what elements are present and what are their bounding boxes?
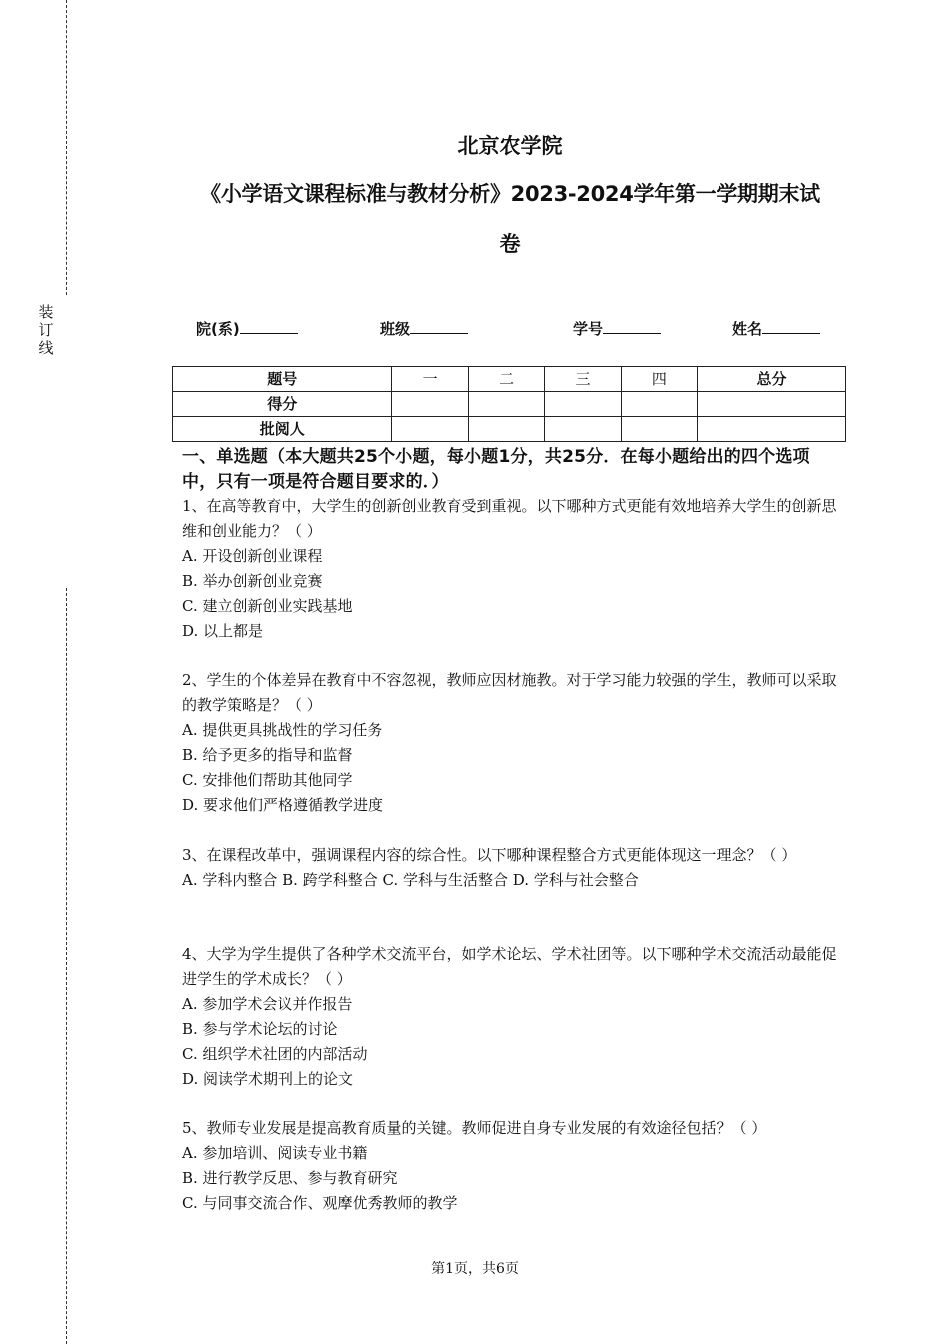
grader-cell[interactable] — [392, 417, 468, 442]
grader-cell[interactable] — [621, 417, 697, 442]
binding-line-top — [66, 0, 67, 295]
dept-field[interactable] — [196, 318, 298, 339]
score-table — [172, 366, 846, 442]
option[interactable]: A. 学科内整合 B. 跨学科整合 C. 学科与生活整合 D. 学科与社会整合 — [182, 871, 639, 889]
student-id-blank[interactable] — [603, 319, 661, 334]
student-id-field[interactable] — [573, 318, 661, 339]
question-3 — [182, 843, 842, 893]
option[interactable]: B. 举办创新创业竞赛 — [182, 572, 323, 590]
question-4 — [182, 942, 842, 1092]
question-stem: 2、学生的个体差异在教育中不容忽视，教师应因材施教。对于学习能力较强的学生，教师可以采取的教学策略是？（ ） — [182, 671, 837, 714]
binding-label — [38, 303, 54, 357]
question-1 — [182, 494, 842, 644]
question-stem: 4、大学为学生提供了各种学术交流平台，如学术论坛、学术社团等。以下哪种学术交流活动最能促进学生的学术成长？（ ） — [182, 945, 837, 988]
school-name: 北京农学院 — [457, 134, 563, 158]
dept-blank[interactable] — [240, 319, 298, 334]
header-cell: 三 — [545, 367, 621, 392]
header-cell: 题号 — [173, 367, 392, 392]
option[interactable]: A. 提供更具挑战性的学习任务 — [182, 721, 383, 739]
question-2 — [182, 668, 842, 818]
option[interactable]: A. 开设创新创业课程 — [182, 547, 323, 565]
option[interactable]: C. 建立创新创业实践基地 — [182, 597, 353, 615]
class-field[interactable] — [380, 318, 468, 339]
row-label: 得分 — [173, 392, 392, 417]
class-blank[interactable] — [410, 319, 468, 334]
header-cell: 一 — [392, 367, 468, 392]
question-5 — [182, 1116, 842, 1216]
question-stem: 5、教师专业发展是提高教育质量的关键。教师促进自身专业发展的有效途径包括？（ ） — [182, 1119, 767, 1137]
row-label: 批阅人 — [173, 417, 392, 442]
header-cell: 总分 — [698, 367, 846, 392]
grader-row — [173, 417, 846, 442]
section-heading: 一、单选题（本大题共25个小题，每小题1分，共25分．在每小题给出的四个选项中，只有一项是符合题目要求的．） — [182, 447, 810, 492]
question-stem: 1、在高等教育中，大学生的创新创业教育受到重视。以下哪种方式更能有效地培养大学生的创新思维和创业能力？（ ） — [182, 497, 837, 540]
binding-char: 装 — [38, 303, 54, 321]
option[interactable]: B. 参与学术论坛的讨论 — [182, 1020, 338, 1038]
student-id-label: 学号 — [573, 320, 604, 338]
score-table-header-row — [173, 367, 846, 392]
question-stem: 3、在课程改革中，强调课程内容的综合性。以下哪种课程整合方式更能体现这一理念？（ ） — [182, 846, 797, 864]
option[interactable]: D. 以上都是 — [182, 622, 264, 640]
dept-label: 院(系) — [196, 320, 240, 338]
score-cell[interactable] — [698, 392, 846, 417]
score-cell[interactable] — [545, 392, 621, 417]
class-label: 班级 — [380, 320, 411, 338]
option[interactable]: B. 进行教学反思、参与教育研究 — [182, 1169, 398, 1187]
binding-char: 订 — [38, 321, 54, 339]
option[interactable]: B. 给予更多的指导和监督 — [182, 746, 353, 764]
grader-cell[interactable] — [698, 417, 846, 442]
grader-cell[interactable] — [545, 417, 621, 442]
name-label: 姓名 — [732, 320, 763, 338]
score-row — [173, 392, 846, 417]
option[interactable]: A. 参加培训、阅读专业书籍 — [182, 1144, 368, 1162]
name-blank[interactable] — [762, 319, 820, 334]
option[interactable]: C. 安排他们帮助其他同学 — [182, 771, 353, 789]
exam-title-line2: 卷 — [499, 232, 521, 256]
score-cell[interactable] — [621, 392, 697, 417]
option[interactable]: A. 参加学术会议并作报告 — [182, 995, 353, 1013]
grader-cell[interactable] — [468, 417, 544, 442]
score-cell[interactable] — [392, 392, 468, 417]
option[interactable]: C. 组织学术社团的内部活动 — [182, 1045, 368, 1063]
option[interactable]: C. 与同事交流合作、观摩优秀教师的教学 — [182, 1194, 458, 1212]
page-number: 第1页，共6页 — [431, 1261, 519, 1277]
option[interactable]: D. 要求他们严格遵循教学进度 — [182, 796, 384, 814]
header-cell: 二 — [468, 367, 544, 392]
exam-title-line1: 《小学语文课程标准与教材分析》2023-2024学年第一学期期末试 — [200, 182, 820, 206]
name-field[interactable] — [732, 318, 820, 339]
header-cell: 四 — [621, 367, 697, 392]
score-cell[interactable] — [468, 392, 544, 417]
option[interactable]: D. 阅读学术期刊上的论文 — [182, 1070, 354, 1088]
binding-line-bottom — [66, 588, 67, 1344]
binding-char: 线 — [38, 339, 54, 357]
